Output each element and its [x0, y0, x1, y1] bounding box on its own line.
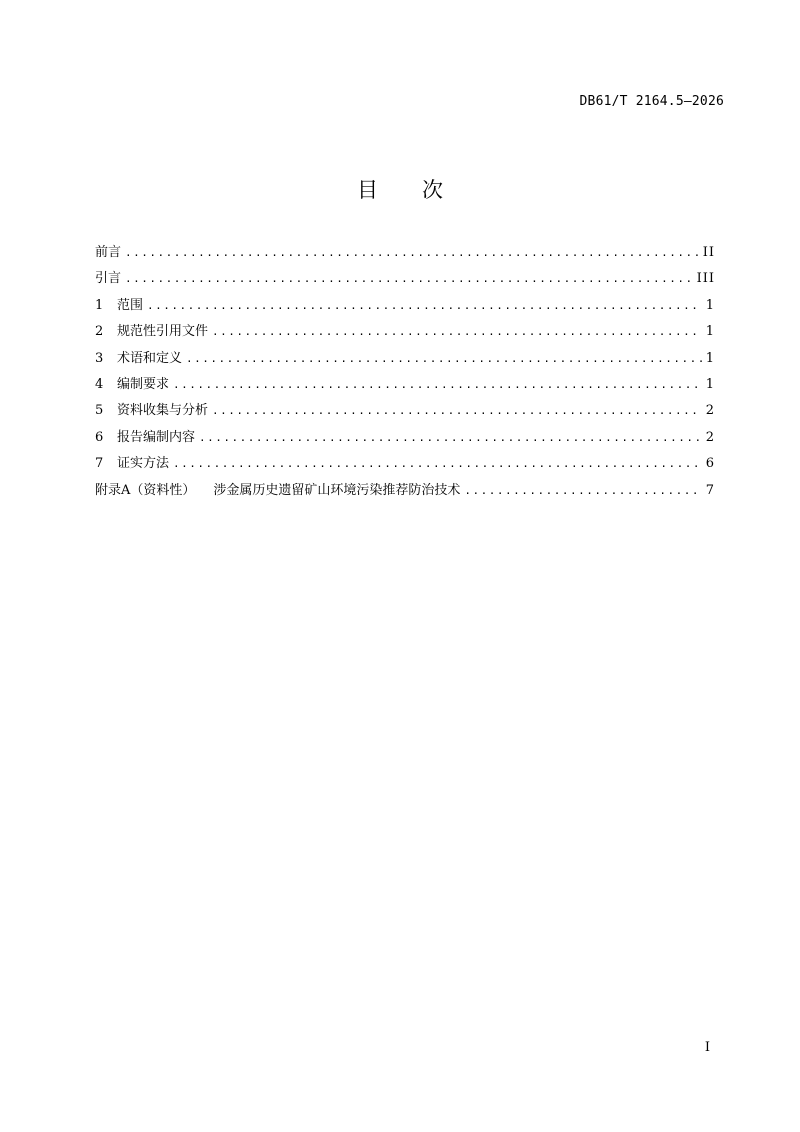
toc-list: [95, 241, 715, 505]
toc-entry-foreword[interactable]: [95, 241, 715, 267]
toc-entry-number: 4: [95, 376, 104, 392]
toc-entry-number: 6: [95, 429, 104, 445]
toc-entry-number: 5: [95, 403, 104, 419]
toc-leader-dots: [199, 431, 702, 444]
toc-appendix-label-group: [95, 479, 460, 498]
toc-entry-text: 编制要求: [117, 376, 170, 392]
toc-entry-report-content[interactable]: [95, 426, 715, 452]
toc-entry-page: III: [696, 271, 715, 287]
document-code: DB61/T 2164.5—2026: [579, 94, 724, 109]
toc-entry-page: 1: [705, 324, 715, 340]
toc-leader-dots: [173, 378, 702, 391]
toc-entry-page: 2: [705, 403, 715, 419]
toc-appendix-label: 附录A（资料性）: [95, 482, 196, 498]
toc-leader-dots: [212, 404, 702, 417]
toc-entry-text: 证实方法: [117, 456, 170, 472]
toc-entry-page: 7: [705, 482, 715, 498]
toc-entry-page: 1: [705, 297, 715, 313]
toc-entry-compilation-requirements[interactable]: [95, 373, 715, 399]
toc-leader-dots: [125, 246, 699, 259]
toc-leader-dots: [173, 457, 702, 470]
toc-entry-text: 前言: [95, 245, 122, 260]
toc-leader-dots: [125, 272, 693, 285]
toc-entry-terms-definitions[interactable]: [95, 347, 715, 373]
toc-leader-dots: [212, 325, 702, 338]
toc-entry-page: 6: [705, 456, 715, 472]
toc-appendix-text: 涉金属历史遗留矿山环境污染推荐防治技术: [213, 482, 461, 498]
toc-entry-text: 资料收集与分析: [117, 403, 209, 419]
toc-entry-text: 范围: [117, 297, 144, 313]
toc-entry-data-collection[interactable]: [95, 399, 715, 425]
toc-entry-appendix-a[interactable]: [95, 479, 715, 505]
toc-entry-verification-methods[interactable]: [95, 452, 715, 478]
toc-entry-number: 1: [95, 297, 104, 313]
toc-entry-page: 1: [705, 350, 715, 366]
toc-entry-text: 术语和定义: [117, 350, 183, 366]
page-number: I: [704, 1040, 710, 1055]
toc-entry-number: 7: [95, 456, 104, 472]
toc-entry-scope[interactable]: [95, 294, 715, 320]
toc-title: 目次: [357, 178, 487, 202]
toc-entry-page: 2: [705, 429, 715, 445]
toc-entry-introduction[interactable]: [95, 267, 715, 293]
toc-entry-text: 引言: [95, 271, 122, 287]
toc-leader-dots: [464, 484, 701, 497]
toc-entry-page: II: [702, 245, 715, 260]
toc-entry-normative-references[interactable]: [95, 320, 715, 346]
toc-entry-text: 规范性引用文件: [117, 324, 209, 340]
toc-entry-number: 3: [95, 350, 104, 366]
toc-entry-text: 报告编制内容: [117, 429, 196, 445]
toc-leader-dots: [147, 299, 702, 312]
toc-entry-page: 1: [705, 376, 715, 392]
toc-leader-dots: [186, 352, 702, 365]
toc-entry-number: 2: [95, 324, 104, 340]
